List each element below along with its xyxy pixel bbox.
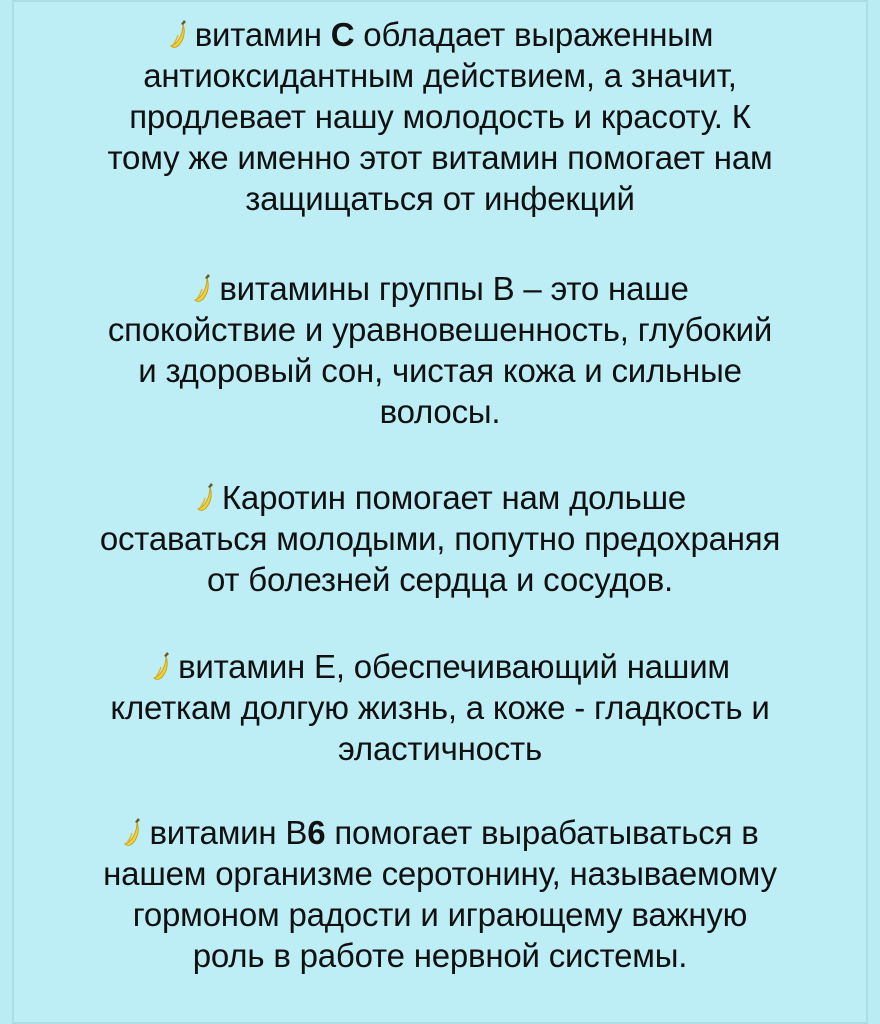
banana-icon <box>167 18 193 50</box>
paragraph-vitamin-b6 <box>12 812 868 976</box>
text-line <box>12 812 868 853</box>
text-segment: витамин Е, обеспечивающий нашим <box>178 648 730 685</box>
banana-icon <box>121 816 147 848</box>
text-line: тому же именно этот витамин помогает нам <box>107 139 773 176</box>
text-line <box>12 646 868 687</box>
text-line: гормоном радости и играющему важную <box>132 896 748 933</box>
text-line: спокойствие и уравновешенность, глубокий <box>107 311 773 348</box>
text-segment-bold: 6 <box>307 814 326 851</box>
paragraph-carotene <box>12 477 868 600</box>
text-segment: витамин <box>194 16 331 53</box>
banana-icon <box>150 650 176 682</box>
text-line: антиоксидантным действием, а значит, <box>143 57 737 94</box>
text-line: и здоровый сон, чистая кожа и сильные <box>138 352 742 389</box>
text-segment: обладает выраженным <box>354 16 714 53</box>
text-segment: Каротин помогает нам дольше <box>221 479 687 516</box>
text-line: клеткам долгую жизнь, а коже - гладкость и <box>110 689 770 726</box>
text-card <box>12 0 868 1024</box>
banana-icon <box>191 272 217 304</box>
text-line: эластичность <box>338 730 542 767</box>
text-line: продлевает нашу молодость и красоту. К <box>129 98 751 135</box>
paragraph-vitamin-c <box>12 14 868 219</box>
text-segment-bold: C <box>330 16 355 53</box>
text-segment: помогает вырабатываться в <box>325 814 759 851</box>
text-line <box>12 477 868 518</box>
text-line: защищаться от инфекций <box>245 180 635 217</box>
paragraph-vitamins-b <box>12 268 868 432</box>
text-line: от болезней сердца и сосудов. <box>207 561 673 598</box>
text-segment: витамины группы В – это наше <box>219 270 689 307</box>
banana-icon <box>194 481 220 513</box>
text-segment: витамин В <box>149 814 308 851</box>
text-line: роль в работе нервной системы. <box>192 937 688 974</box>
text-line: нашем организме серотонину, называемому <box>103 855 777 892</box>
paragraph-vitamin-e <box>12 646 868 769</box>
text-line <box>12 14 868 55</box>
text-line <box>12 268 868 309</box>
text-line: волосы. <box>379 393 501 430</box>
text-line: оставаться молодыми, попутно предохраняя <box>99 520 781 557</box>
